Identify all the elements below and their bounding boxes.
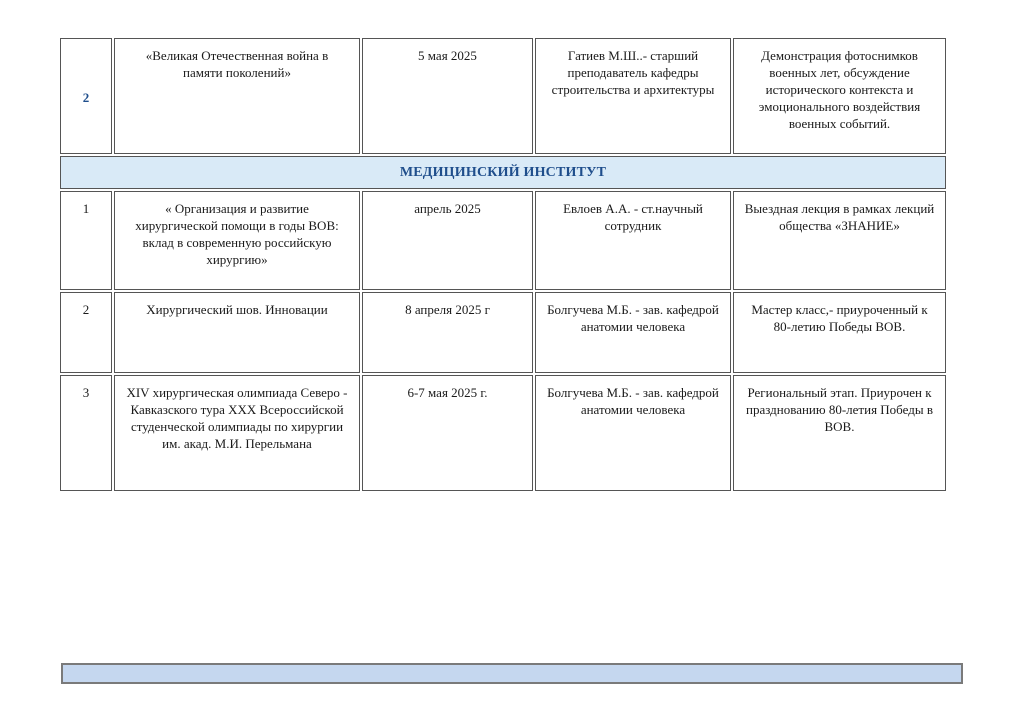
event-title: «Великая Отечественная война в памяти поколений» [114, 38, 360, 154]
table-row [60, 191, 946, 290]
event-description: Выездная лекция в рамках лекций общества «ЗНАНИЕ» [733, 191, 946, 290]
document-page [60, 36, 948, 493]
event-responsible: Гатиев М.Ш..- старший преподаватель кафедры строительства и архитектуры [535, 38, 731, 154]
event-description: Региональный этап. Приурочен к празднованию 80-летия Победы в ВОВ. [733, 375, 946, 491]
event-date: 8 апреля 2025 г [362, 292, 533, 373]
event-date: апрель 2025 [362, 191, 533, 290]
event-title: « Организация и развитие хирургической помощи в годы ВОВ: вклад в современную российскую хирургию» [114, 191, 360, 290]
event-responsible: Евлоев А.А. - ст.научный сотрудник [535, 191, 731, 290]
table-row [60, 375, 946, 491]
row-number: 2 [60, 292, 112, 373]
event-description: Демонстрация фотоснимков военных лет, обсуждение исторического контекста и эмоционального воздействия военных событий. [733, 38, 946, 154]
section-header-row [60, 156, 946, 189]
row-number: 1 [60, 191, 112, 290]
event-responsible: Болгучева М.Б. - зав. кафедрой анатомии человека [535, 375, 731, 491]
events-table [58, 36, 948, 493]
section-title: МЕДИЦИНСКИЙ ИНСТИТУТ [60, 156, 946, 189]
footer-bar [61, 663, 963, 684]
event-description: Мастер класс,- приуроченный к 80-летию Победы ВОВ. [733, 292, 946, 373]
event-responsible: Болгучева М.Б. - зав. кафедрой анатомии человека [535, 292, 731, 373]
event-date: 6-7 мая 2025 г. [362, 375, 533, 491]
event-title: Хирургический шов. Инновации [114, 292, 360, 373]
table-row [60, 292, 946, 373]
row-number: 3 [60, 375, 112, 491]
event-title: XIV хирургическая олимпиада Северо - Кавказского тура XXX Всероссийской студенческой олимпиады по хирургии им. акад. М.И. Перельмана [114, 375, 360, 491]
event-date: 5 мая 2025 [362, 38, 533, 154]
row-number: 2 [60, 38, 112, 154]
table-row [60, 38, 946, 154]
